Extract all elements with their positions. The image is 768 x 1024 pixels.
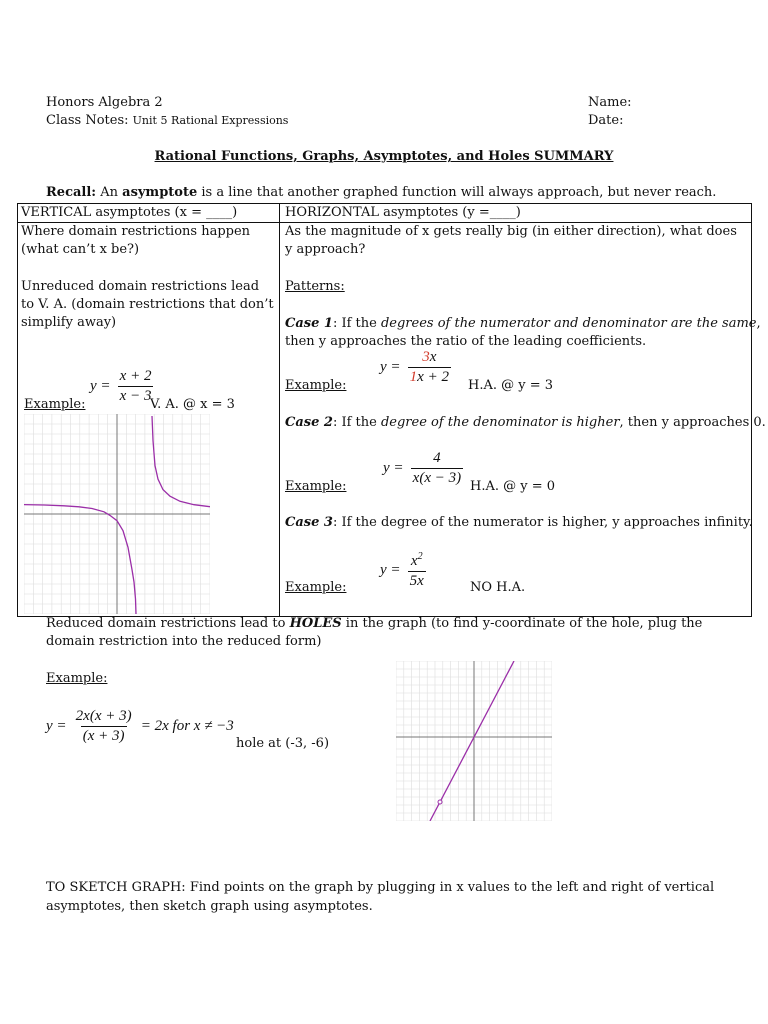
ha-case3-label: Case 3 xyxy=(285,515,333,530)
va-example-label: Example: xyxy=(24,397,86,412)
holes-line1 xyxy=(46,616,702,631)
ha-ex1-num-var: x xyxy=(429,349,437,365)
ha-case1-line2: then y approaches the ratio of the leading coefficients. xyxy=(285,334,647,349)
date-label: Date: xyxy=(588,113,624,128)
holes-example-label: Example: xyxy=(46,671,108,686)
ha-case2-label: Case 2 xyxy=(285,415,333,430)
vertical-cell xyxy=(18,223,280,617)
ha-ex3-num-exp: 2 xyxy=(417,551,423,562)
holes-eq-lhs: y = xyxy=(46,718,67,734)
ha-case2-pre: : If the xyxy=(332,415,381,430)
va-line1: Where domain restrictions happen xyxy=(21,224,251,239)
ha-ex2-lhs: y = xyxy=(383,460,404,476)
holes-eq-rhs: = 2x for x ≠ −3 xyxy=(140,718,234,734)
ha-ex3-fraction xyxy=(408,551,426,590)
sketch-line1: TO SKETCH GRAPH: Find points on the graph by plugging in x values to the left and right of vertical xyxy=(46,880,715,895)
recall-term: asymptote xyxy=(122,185,198,200)
ha-case1-pre: : If the xyxy=(332,316,381,331)
ha-ex1-den-rest: x + 2 xyxy=(417,369,449,385)
holes-eq-numerator: 2x(x + 3) xyxy=(75,708,132,724)
ha-ex3-label: Example: xyxy=(285,580,347,595)
holes-line1-bold: HOLES xyxy=(289,616,342,631)
class-notes-label: Class Notes: xyxy=(46,113,129,128)
va-eq-denominator: x − 3 xyxy=(119,388,152,404)
ha-case2-post: , then y approaches 0. xyxy=(619,415,766,430)
recall-pre: An xyxy=(100,185,118,200)
sketch-line2: asymptotes, then sketch graph using asymptotes. xyxy=(46,899,373,914)
recall-line xyxy=(46,185,716,200)
va-eq-lhs: y = xyxy=(90,378,111,394)
ha-ex1-lhs: y = xyxy=(380,359,401,375)
holes-equation xyxy=(46,708,234,745)
ha-line1: As the magnitude of x gets really big (in either direction), what does xyxy=(285,224,737,239)
holes-eq-fraction xyxy=(74,708,134,745)
ha-ex1-result: H.A. @ y = 3 xyxy=(468,378,554,393)
ha-ex3-num-var: x xyxy=(410,553,418,569)
horizontal-header-cell xyxy=(280,204,752,223)
recall-label: Recall: xyxy=(46,185,97,200)
ha-patterns-label: Patterns: xyxy=(285,279,345,294)
holes-graph-hole-marker xyxy=(438,800,442,804)
va-result: V. A. @ x = 3 xyxy=(150,397,235,412)
va-equation xyxy=(90,368,156,405)
ha-case1-post: , xyxy=(756,316,761,331)
va-unreduced2: to V. A. (domain restrictions that don’t xyxy=(21,297,274,312)
holes-line1-pre: Reduced domain restrictions lead to xyxy=(46,616,286,631)
summary-table xyxy=(17,203,766,617)
ha-ex1-num-coef: 3 xyxy=(422,349,430,365)
ha-ex1-label: Example: xyxy=(285,378,347,393)
va-graph xyxy=(24,414,210,614)
ha-case2 xyxy=(285,414,766,432)
holes-result: hole at (-3, -6) xyxy=(236,736,330,751)
vertical-header-cell xyxy=(18,204,280,223)
ha-ex1-denominator xyxy=(408,367,451,386)
ha-ex3-result: NO H.A. xyxy=(470,580,526,595)
ha-line2: y approach? xyxy=(285,242,366,257)
ha-ex3-equation xyxy=(380,551,429,590)
ha-ex3-lhs: y = xyxy=(380,562,401,578)
ha-case1-label: Case 1 xyxy=(285,316,333,331)
ha-case3 xyxy=(285,514,753,532)
ha-ex1-equation xyxy=(380,349,454,386)
holes-line1-post: in the graph (to find y-coordinate of the hole, plug the xyxy=(345,616,703,631)
va-unreduced3: simplify away) xyxy=(21,315,117,330)
ha-ex2-label: Example: xyxy=(285,479,347,494)
ha-ex2-result: H.A. @ y = 0 xyxy=(470,479,556,494)
holes-graph xyxy=(396,661,552,821)
ha-case3-text: : If the degree of the numerator is higher, y approaches infinity. xyxy=(332,515,753,530)
course-title: Honors Algebra 2 xyxy=(46,95,163,110)
ha-ex3-denominator: 5x xyxy=(409,573,424,589)
ha-ex1-den-coef: 1 xyxy=(409,369,418,385)
ha-ex2-fraction xyxy=(411,450,463,487)
ha-ex2-numerator: 4 xyxy=(433,450,441,466)
ha-case1-italic: degrees of the numerator and denominator are the same xyxy=(380,316,757,331)
ha-ex2-equation xyxy=(383,450,466,487)
ha-ex1-numerator xyxy=(420,349,438,367)
ha-case1 xyxy=(285,315,761,333)
va-graph-right-branch xyxy=(152,416,210,507)
ha-ex1-fraction xyxy=(408,349,451,386)
ha-ex2-denominator: x(x − 3) xyxy=(412,470,462,486)
holes-eq-denominator: (x + 3) xyxy=(82,728,125,744)
page-title: Rational Functions, Graphs, Asymptotes, and Holes SUMMARY xyxy=(154,149,614,164)
name-label: Name: xyxy=(588,95,632,110)
horizontal-header: HORIZONTAL asymptotes (y =____) xyxy=(285,205,521,220)
vertical-header: VERTICAL asymptotes (x = ____) xyxy=(21,205,238,220)
recall-post: is a line that another graphed function will always approach, but never reach. xyxy=(201,185,717,200)
horizontal-cell xyxy=(280,223,766,617)
unit-name: Unit 5 Rational Expressions xyxy=(132,114,289,127)
holes-line2: domain restriction into the reduced form) xyxy=(46,634,322,649)
class-notes-line xyxy=(46,113,288,128)
ha-case2-italic: degree of the denominator is higher xyxy=(380,415,620,430)
va-eq-fraction xyxy=(118,368,154,405)
va-unreduced1: Unreduced domain restrictions lead xyxy=(21,279,260,294)
va-line2: (what can’t x be?) xyxy=(21,242,140,257)
ha-ex3-numerator xyxy=(409,551,425,571)
va-eq-numerator: x + 2 xyxy=(119,368,152,384)
